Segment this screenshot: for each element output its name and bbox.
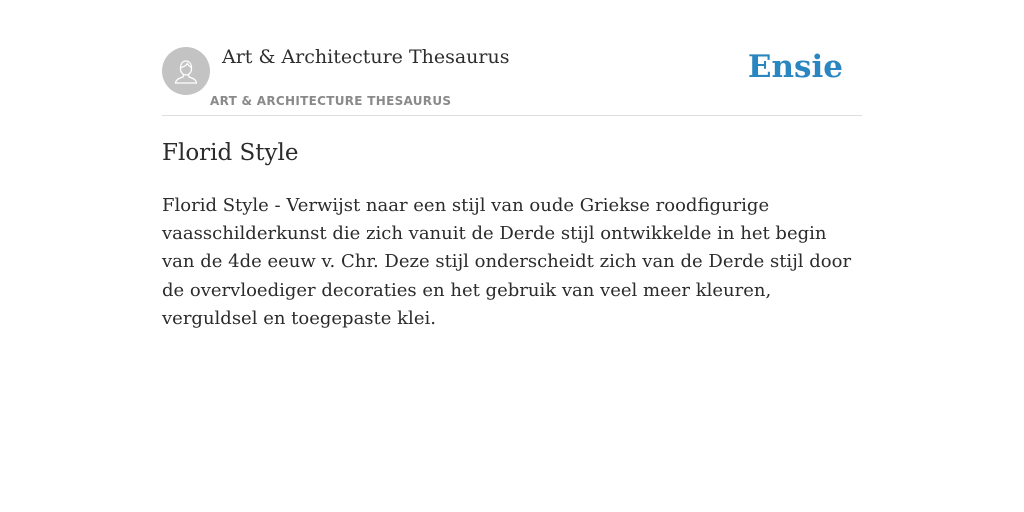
entry-header (162, 0, 862, 116)
author-subtitle: ART & ARCHITECTURE THESAURUS (210, 94, 452, 108)
page-title: Florid Style (162, 140, 299, 166)
author-name[interactable]: Art & Architecture Thesaurus (222, 46, 510, 68)
author-avatar[interactable] (162, 47, 210, 95)
user-icon (171, 56, 201, 86)
entry-description: Florid Style - Verwijst naar een stijl van oude Griekse roodfigurige vaasschilderkunst die zich vanuit de Derde stijl ontwikkelde in het begin van de 4de eeuw v. Chr. Deze stijl onderscheidt zich van de Derde stijl door de overvloediger decoraties en het gebruik van veel meer kleuren, verguldsel en toegepaste klei. (162, 195, 852, 329)
entry-card (162, 0, 862, 512)
brand-logo[interactable]: Ensie (747, 49, 843, 85)
